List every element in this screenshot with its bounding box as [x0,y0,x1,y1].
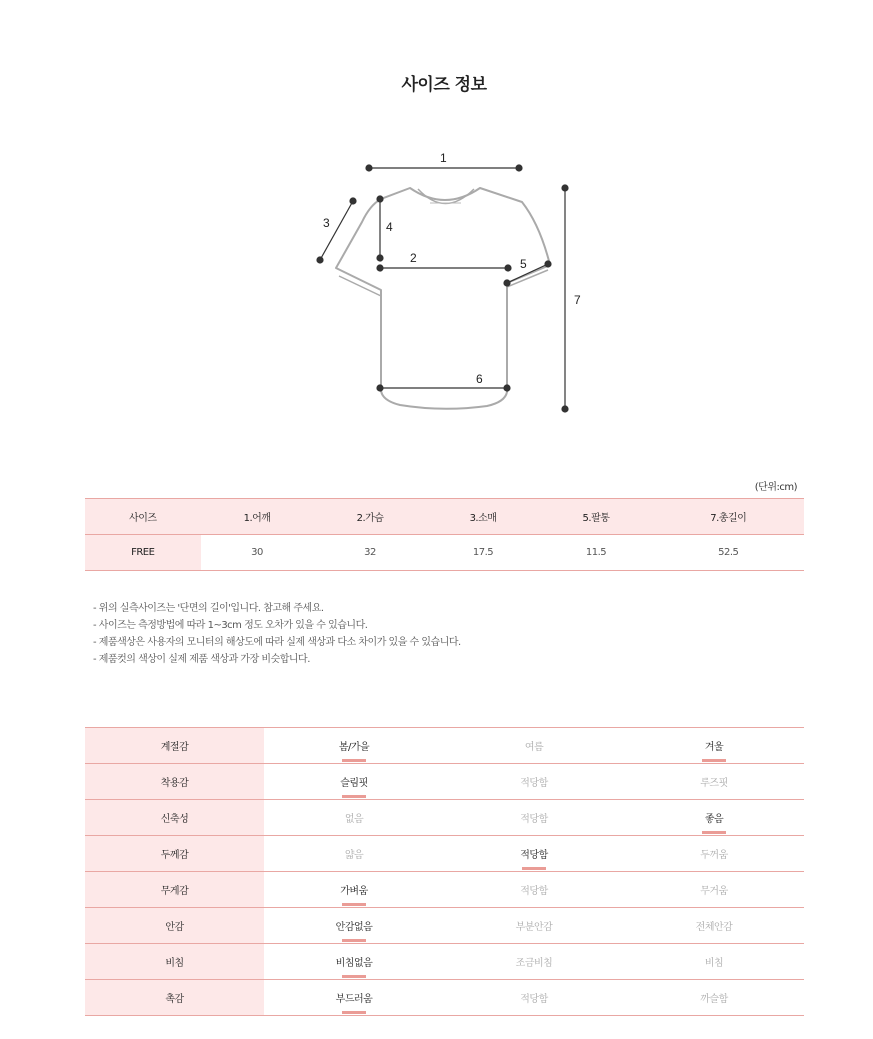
fit-option-cell [264,728,444,764]
fit-option-label: 봄/가을 [338,742,370,753]
fit-option-label: 루즈핏 [700,778,728,789]
fit-option-label: 비침없음 [335,958,373,969]
fit-option-label: 겨울 [704,742,724,753]
fit-option-label: 전체안감 [695,922,733,933]
size-header-cell: 3.소매 [427,499,540,535]
note-line: - 위의 실측사이즈는 '단면의 길이'입니다. 참고해 주세요. [93,603,324,614]
size-header-cell: 7.총길이 [652,499,804,535]
fit-option-label: 슬림핏 [340,778,368,789]
fit-option-label: 적당함 [520,778,548,789]
size-notes [93,600,461,668]
fit-option-cell [264,908,444,944]
table-row [85,836,804,872]
fit-option-cell [264,764,444,800]
table-row [85,980,804,1016]
size-header-cell: 1.어깨 [201,499,314,535]
size-header-cell: 2.가슴 [314,499,427,535]
fit-option-label: 여름 [524,742,544,753]
selected-marker [342,759,366,762]
measure-label-5: 5 [520,257,527,271]
fit-option-label: 없음 [344,814,364,825]
size-header-cell: 5.팔통 [540,499,653,535]
size-value-cell: 52.5 [718,547,739,558]
fit-option-cell [624,836,804,872]
tshirt-outline [336,188,550,409]
selected-marker [342,795,366,798]
table-row [85,872,804,908]
fit-option-cell [444,872,624,908]
size-value-cell: 30 [251,547,263,558]
fit-option-label: 안감없음 [335,922,373,933]
selected-marker [342,1011,366,1014]
size-value-cell: 17.5 [472,547,494,558]
fit-option-cell [264,800,444,836]
measure-label-2: 2 [410,251,417,265]
fit-attribute-label: 신축성 [85,800,264,836]
fit-option-cell [624,872,804,908]
table-row [85,944,804,980]
fit-option-cell [624,980,804,1016]
fit-option-label: 얇음 [344,850,364,861]
size-value-cell: 32 [364,547,376,558]
size-header-cell: 사이즈 [85,499,201,535]
fit-option-cell [444,908,624,944]
unit-label: (단위:cm) [754,482,797,493]
fit-option-cell [444,800,624,836]
note-line: - 제품컷의 색상이 실제 제품 색상과 가장 비슷합니다. [93,654,310,665]
table-row [85,764,804,800]
fit-option-label: 까슬함 [700,994,728,1005]
fit-option-label: 적당함 [520,886,548,897]
selected-marker [342,939,366,942]
size-value-cell: 11.5 [585,547,607,558]
fit-option-label: 두꺼움 [700,850,728,861]
fit-option-label: 부드러움 [335,994,373,1005]
measure-label-6: 6 [476,372,483,386]
measure-label-1: 1 [440,151,447,165]
measure-lines [317,165,568,412]
fit-option-cell [264,872,444,908]
selected-marker [702,831,726,834]
measure-label-3: 3 [323,216,330,230]
fit-attribute-label: 비침 [85,944,264,980]
table-row [85,535,804,571]
selected-marker [342,975,366,978]
tshirt-measurement-diagram [0,140,873,430]
size-name-cell: FREE [85,535,201,571]
fit-option-cell [624,728,804,764]
selected-marker [342,903,366,906]
measure-label-4: 4 [386,220,393,234]
fit-option-cell [624,944,804,980]
fit-option-label: 적당함 [520,814,548,825]
fit-attribute-label: 무게감 [85,872,264,908]
table-row [85,800,804,836]
fit-attribute-label: 촉감 [85,980,264,1016]
note-line: - 사이즈는 측정방법에 따라 1~3cm 정도 오차가 있을 수 있습니다. [93,620,368,631]
size-table [85,498,804,571]
fit-attribute-label: 계절감 [85,728,264,764]
fit-option-cell [264,836,444,872]
fit-attribute-label: 착용감 [85,764,264,800]
table-row [85,908,804,944]
fit-option-cell [624,800,804,836]
fit-option-label: 좋음 [704,814,724,825]
selected-marker [702,759,726,762]
fit-option-label: 가벼움 [340,886,368,897]
fit-attribute-label: 안감 [85,908,264,944]
fit-option-cell [264,980,444,1016]
fit-attribute-label: 두께감 [85,836,264,872]
fit-info-table [85,727,804,1016]
fit-option-cell [264,944,444,980]
fit-option-label: 무거움 [700,886,728,897]
fit-option-label: 비침 [704,958,724,969]
fit-option-label: 적당함 [520,850,548,861]
fit-option-cell [444,980,624,1016]
fit-option-cell [444,764,624,800]
measure-label-7: 7 [574,293,581,307]
selected-marker [522,867,546,870]
note-line: - 제품색상은 사용자의 모니터의 해상도에 따라 실제 색상과 다소 차이가 있을 수 있습니다. [93,637,461,648]
fit-option-cell [624,908,804,944]
page-title: 사이즈 정보 [401,75,487,95]
fit-option-label: 적당함 [520,994,548,1005]
size-table-header-row [85,499,804,535]
fit-option-cell [624,764,804,800]
fit-option-cell [444,944,624,980]
table-row [85,728,804,764]
fit-option-cell [444,836,624,872]
fit-option-label: 부분안감 [515,922,553,933]
fit-option-cell [444,728,624,764]
fit-option-label: 조금비침 [515,958,553,969]
